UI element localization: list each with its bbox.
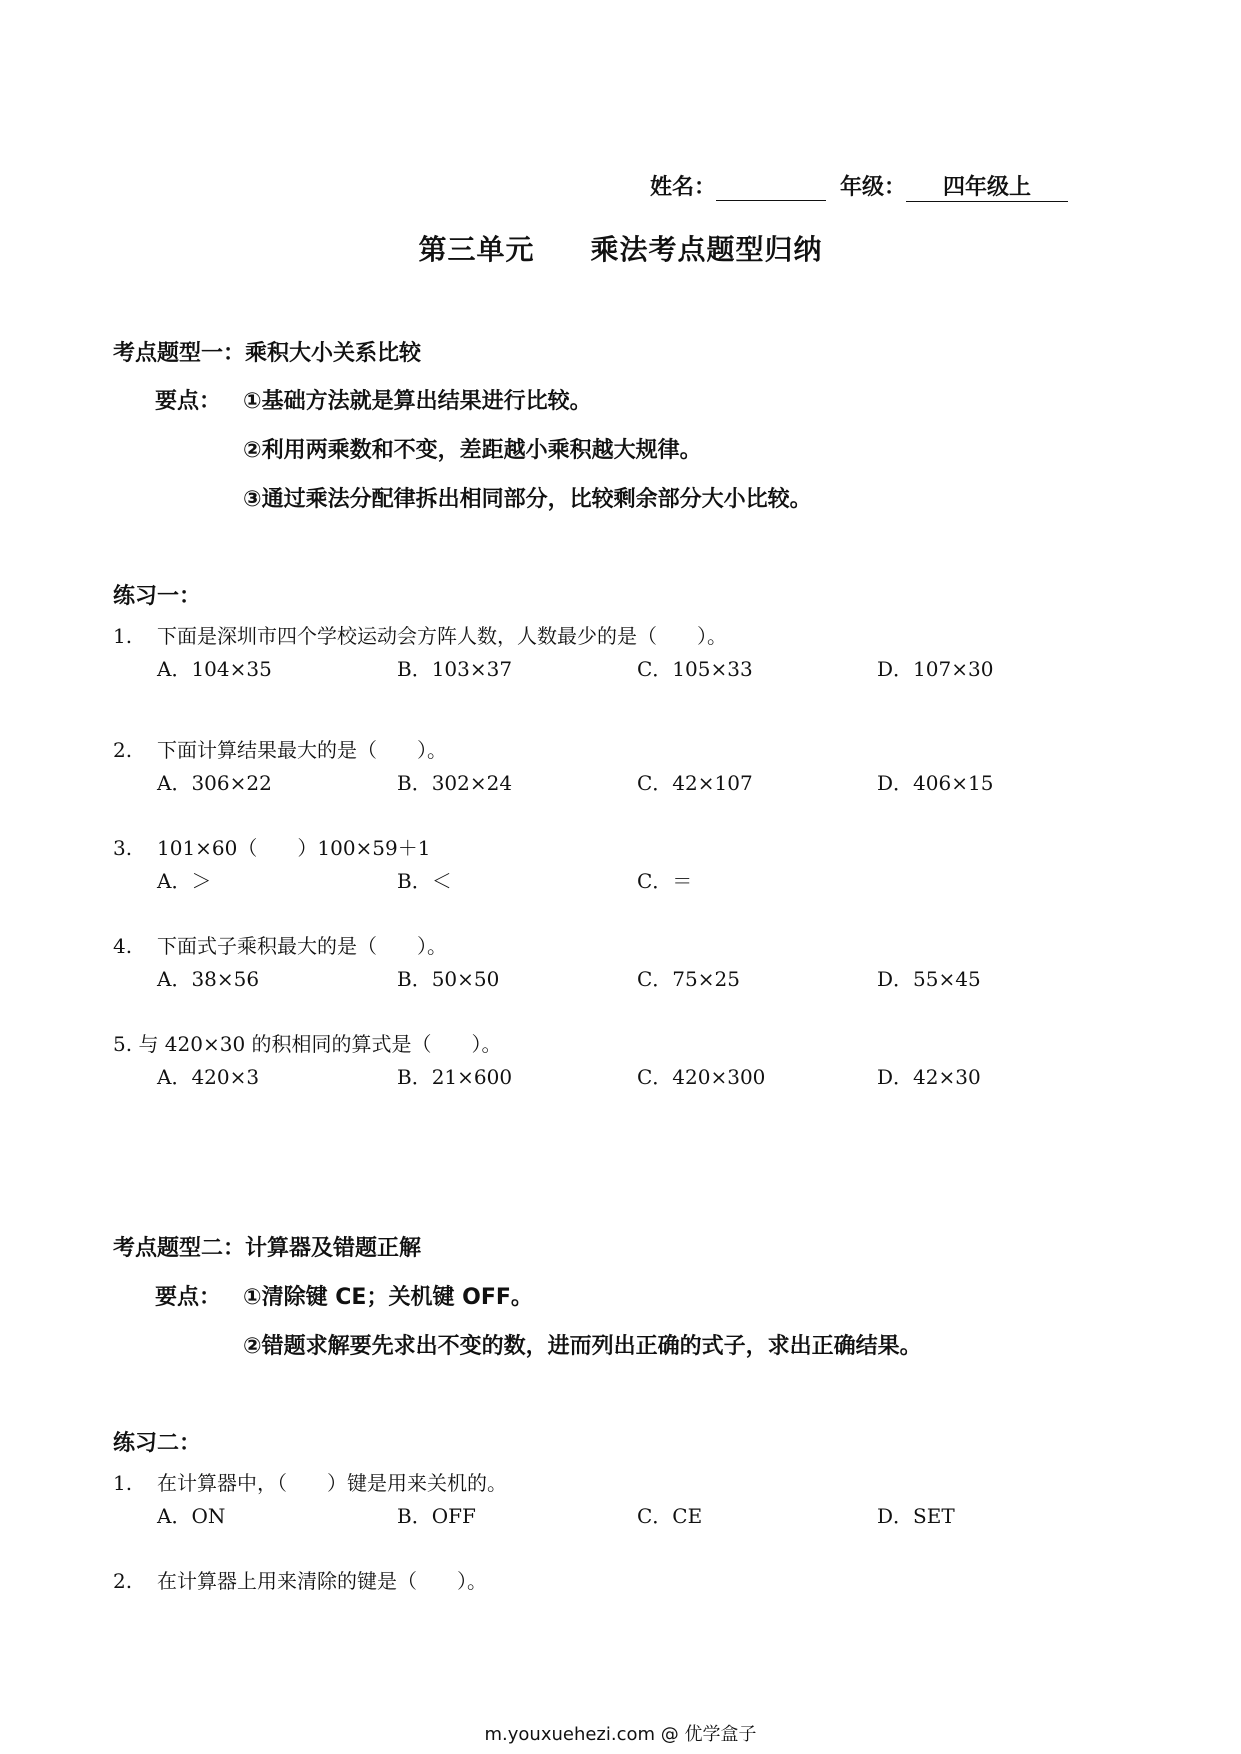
- ex1-question-1: [113, 620, 727, 649]
- option-a[interactable]: A．420×3: [157, 1065, 260, 1089]
- option-c[interactable]: C．105×33: [637, 657, 753, 681]
- option-c[interactable]: C．420×300: [637, 1065, 766, 1089]
- question-text: 下面是深圳市四个学校运动会方阵人数，人数最少的是（ ）。: [157, 624, 727, 648]
- ex2-question-2: [113, 1565, 487, 1594]
- grade-field: [906, 170, 1068, 202]
- section2-point-1: ①清除键 CE；关机键 OFF。: [243, 1285, 533, 1310]
- exercise1-heading: 练习一：: [113, 584, 202, 609]
- option-c[interactable]: C．＝: [637, 869, 693, 893]
- ex1-q3-options: [157, 865, 877, 894]
- question-text: 101×60（ ）100×59＋1: [157, 836, 431, 860]
- question-number: 1.: [113, 624, 133, 648]
- ex1-q1-options: [157, 653, 1117, 682]
- question-number: 2.: [113, 1569, 133, 1593]
- ex2-question-1: [113, 1467, 507, 1496]
- section2-heading: 考点题型二：计算器及错题正解: [113, 1236, 422, 1261]
- question-text: 下面式子乘积最大的是（ ）。: [157, 934, 447, 958]
- question-text: 与 420×30 的积相同的算式是（ ）。: [138, 1032, 502, 1056]
- question-number: 5.: [113, 1032, 133, 1056]
- option-b[interactable]: B．50×50: [397, 967, 500, 991]
- name-label: 姓名：: [650, 175, 717, 200]
- question-number: 2.: [113, 738, 133, 762]
- option-d[interactable]: D．55×45: [877, 967, 981, 991]
- option-a[interactable]: A．ON: [157, 1504, 226, 1528]
- option-b[interactable]: B．103×37: [397, 657, 513, 681]
- section1-heading: 考点题型一：乘积大小关系比较: [113, 341, 422, 366]
- ex1-question-5: [113, 1028, 502, 1057]
- question-text: 在计算器上用来清除的键是（ ）。: [157, 1569, 487, 1593]
- ex1-question-3: [113, 832, 431, 861]
- option-d[interactable]: D．406×15: [877, 771, 994, 795]
- grade-label: 年级：: [840, 175, 907, 200]
- exercise2-heading: 练习二：: [113, 1431, 202, 1456]
- ex1-q4-options: [157, 963, 1117, 992]
- option-b[interactable]: B．302×24: [397, 771, 513, 795]
- question-text: 下面计算结果最大的是（ ）。: [157, 738, 447, 762]
- page-title: [0, 228, 1241, 268]
- option-c[interactable]: C．42×107: [637, 771, 753, 795]
- option-c[interactable]: C．CE: [637, 1504, 703, 1528]
- option-a[interactable]: A．38×56: [157, 967, 260, 991]
- section1-point-3: ③通过乘法分配律拆出相同部分，比较剩余部分大小比较。: [243, 487, 812, 512]
- option-a[interactable]: A．306×22: [157, 771, 272, 795]
- option-b[interactable]: B．OFF: [397, 1504, 476, 1528]
- section2-keypoints-label: 要点：: [155, 1285, 222, 1310]
- title-unit: 第三单元: [418, 233, 535, 266]
- ex1-q5-options: [157, 1061, 1117, 1090]
- option-a[interactable]: A．＞: [157, 869, 212, 893]
- option-d[interactable]: D．SET: [877, 1504, 955, 1528]
- question-text: 在计算器中，（ ）键是用来关机的。: [157, 1471, 507, 1495]
- option-d[interactable]: D．107×30: [877, 657, 994, 681]
- option-c[interactable]: C．75×25: [637, 967, 740, 991]
- ex1-question-2: [113, 734, 447, 763]
- section1-point-1: ①基础方法就是算出结果进行比较。: [243, 389, 592, 414]
- grade-value: 四年级上: [943, 175, 1032, 200]
- question-number: 3.: [113, 836, 133, 860]
- option-b[interactable]: B．＜: [397, 869, 452, 893]
- section1-point-2: ②利用两乘数和不变，差距越小乘积越大规律。: [243, 438, 702, 463]
- section1-keypoints-label: 要点：: [155, 389, 222, 414]
- student-info: [650, 170, 1068, 202]
- footer-watermark: m.youxuehezi.com @ 优学盒子: [484, 1724, 757, 1745]
- option-b[interactable]: B．21×600: [397, 1065, 513, 1089]
- question-number: 4.: [113, 934, 133, 958]
- ex1-question-4: [113, 930, 447, 959]
- ex1-q2-options: [157, 767, 1117, 796]
- option-d[interactable]: D．42×30: [877, 1065, 981, 1089]
- title-topic: 乘法考点题型归纳: [590, 233, 823, 266]
- name-field[interactable]: [716, 175, 826, 201]
- ex2-q1-options: [157, 1500, 1117, 1529]
- option-a[interactable]: A．104×35: [157, 657, 272, 681]
- question-number: 1.: [113, 1471, 133, 1495]
- section2-point-2: ②错题求解要先求出不变的数，进而列出正确的式子，求出正确结果。: [243, 1334, 922, 1359]
